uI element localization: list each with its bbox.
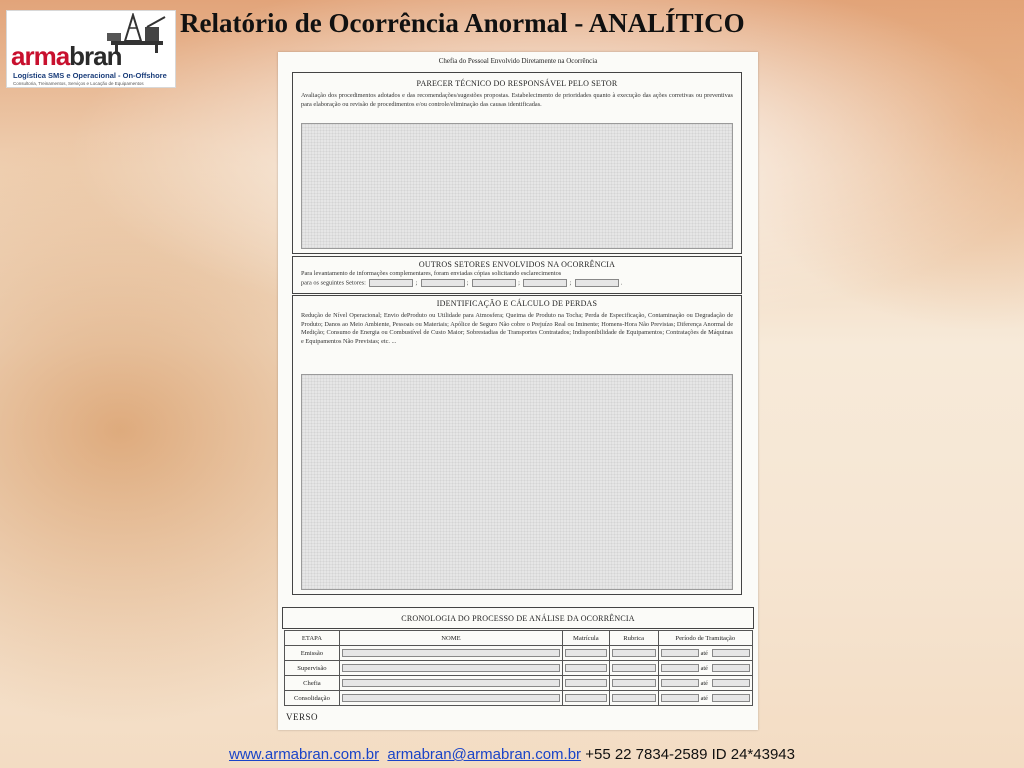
- ate-label: até: [700, 694, 708, 702]
- phone-text: +55 22 7834-2589 ID 24*43943: [585, 746, 795, 763]
- outros-setores-line2: para os seguintes Setores:: [301, 279, 366, 287]
- form-document: [278, 52, 758, 730]
- etapa-cell: Supervisão: [285, 661, 340, 676]
- matricula-field[interactable]: [562, 676, 609, 691]
- nome-field[interactable]: [339, 691, 562, 706]
- perdas-text: Redução de Nível Operacional; Envio deProduto ou Utilidade para Atmosfera; Queima de Produto na Tocha; Perda de Especificação, Contaminação ou Degradação de Produto; Danos ao Meio Ambiente, Pessoais ou Materiais; Apólice de Seguro Não cobre o Prejuízo Real ou Iminente; Homens-Hora Não Previstas; Diferença Anormal de Medição; Consumo de Energia ou Combustível de Custo Maior; Sobrestadias de Transportes Contratados; Indisponibilidade de Equipamentos; Contratações de Máquinas e Equipamentos Não Previstas; etc. ...: [301, 312, 733, 345]
- outros-setores-section: [292, 256, 742, 294]
- rubrica-field[interactable]: [609, 676, 658, 691]
- ate-label: até: [700, 649, 708, 657]
- col-etapa: ETAPA: [285, 631, 340, 646]
- etapa-cell: Consolidação: [285, 691, 340, 706]
- parecer-input-area[interactable]: [301, 123, 733, 249]
- ate-label: até: [700, 664, 708, 672]
- setor-field-1[interactable]: [369, 279, 413, 287]
- periodo-field[interactable]: [658, 691, 752, 706]
- outros-setores-title: OUTROS SETORES ENVOLVIDOS NA OCORRÊNCIA: [418, 260, 616, 269]
- table-row: [285, 676, 753, 691]
- ate-label: até: [700, 679, 708, 687]
- perdas-input-area[interactable]: [301, 374, 733, 590]
- matricula-field[interactable]: [562, 646, 609, 661]
- logo-wordmark-part2: bran: [69, 41, 122, 71]
- etapa-cell: Chefia: [285, 676, 340, 691]
- nome-field[interactable]: [339, 646, 562, 661]
- nome-field[interactable]: [339, 676, 562, 691]
- logo-wordmark-part1: arma: [11, 41, 70, 71]
- rubrica-field[interactable]: [609, 691, 658, 706]
- cronologia-table: [284, 630, 753, 706]
- slide-title: Relatório de Ocorrência Anormal - ANALÍTICO: [180, 8, 745, 38]
- outros-setores-line1: Para levantamento de informações complementares, foram enviadas cópias solicitando esclarecimentos: [301, 270, 562, 277]
- matricula-field[interactable]: [562, 691, 609, 706]
- logo-tagline: Logística SMS e Operacional - On-Offshore: [13, 71, 167, 80]
- col-rubrica: Rubrica: [609, 631, 658, 646]
- perdas-section: [292, 295, 742, 595]
- footer: [0, 746, 1024, 763]
- setor-field-3[interactable]: [472, 279, 516, 287]
- col-periodo: Período de Tramitação: [658, 631, 752, 646]
- parecer-text: Avaliação dos procedimentos adotados e das recomendações/sugestões propostas. Estabelecimento de prioridades quanto à execução das ações corretivas ou preventivas para elaboração ou revisão de procedimentos e/ou controle/eliminação das causas identificadas.: [301, 92, 733, 108]
- perdas-title: IDENTIFICAÇÃO E CÁLCULO DE PERDAS: [436, 299, 598, 308]
- setor-field-4[interactable]: [523, 279, 567, 287]
- periodo-field[interactable]: [658, 676, 752, 691]
- col-matricula: Matrícula: [562, 631, 609, 646]
- logo-subline: Consultoria, Treinamentos, Serviços e Locação de Equipamentos: [13, 81, 144, 86]
- email-link[interactable]: armabran@armabran.com.br: [387, 746, 582, 763]
- periodo-field[interactable]: [658, 661, 752, 676]
- setor-field-2[interactable]: [421, 279, 465, 287]
- parecer-title: PARECER TÉCNICO DO RESPONSÁVEL PELO SETOR: [416, 79, 618, 88]
- parecer-section: [292, 72, 742, 254]
- form-top-header: Chefia do Pessoal Envolvido Diretamente na Ocorrência: [438, 57, 598, 65]
- etapa-cell: Emissão: [285, 646, 340, 661]
- verso-label: VERSO: [286, 712, 319, 722]
- logo-wordmark: [11, 41, 122, 72]
- rubrica-field[interactable]: [609, 661, 658, 676]
- cronologia-section: [282, 607, 754, 629]
- cronologia-title: CRONOLOGIA DO PROCESSO DE ANÁLISE DA OCORRÊNCIA: [401, 614, 635, 623]
- periodo-field[interactable]: [658, 646, 752, 661]
- table-row: [285, 661, 753, 676]
- nome-field[interactable]: [339, 661, 562, 676]
- company-logo: [6, 10, 176, 88]
- outros-setores-text: Para levantamento de informações complementares, foram enviadas cópias solicitando esclarecimentos para os seguintes Setores: ; ; ; ; .: [301, 270, 623, 287]
- col-nome: NOME: [339, 631, 562, 646]
- setor-field-5[interactable]: [575, 279, 619, 287]
- table-row: [285, 646, 753, 661]
- table-row: [285, 691, 753, 706]
- matricula-field[interactable]: [562, 661, 609, 676]
- website-link[interactable]: www.armabran.com.br: [229, 746, 380, 763]
- rubrica-field[interactable]: [609, 646, 658, 661]
